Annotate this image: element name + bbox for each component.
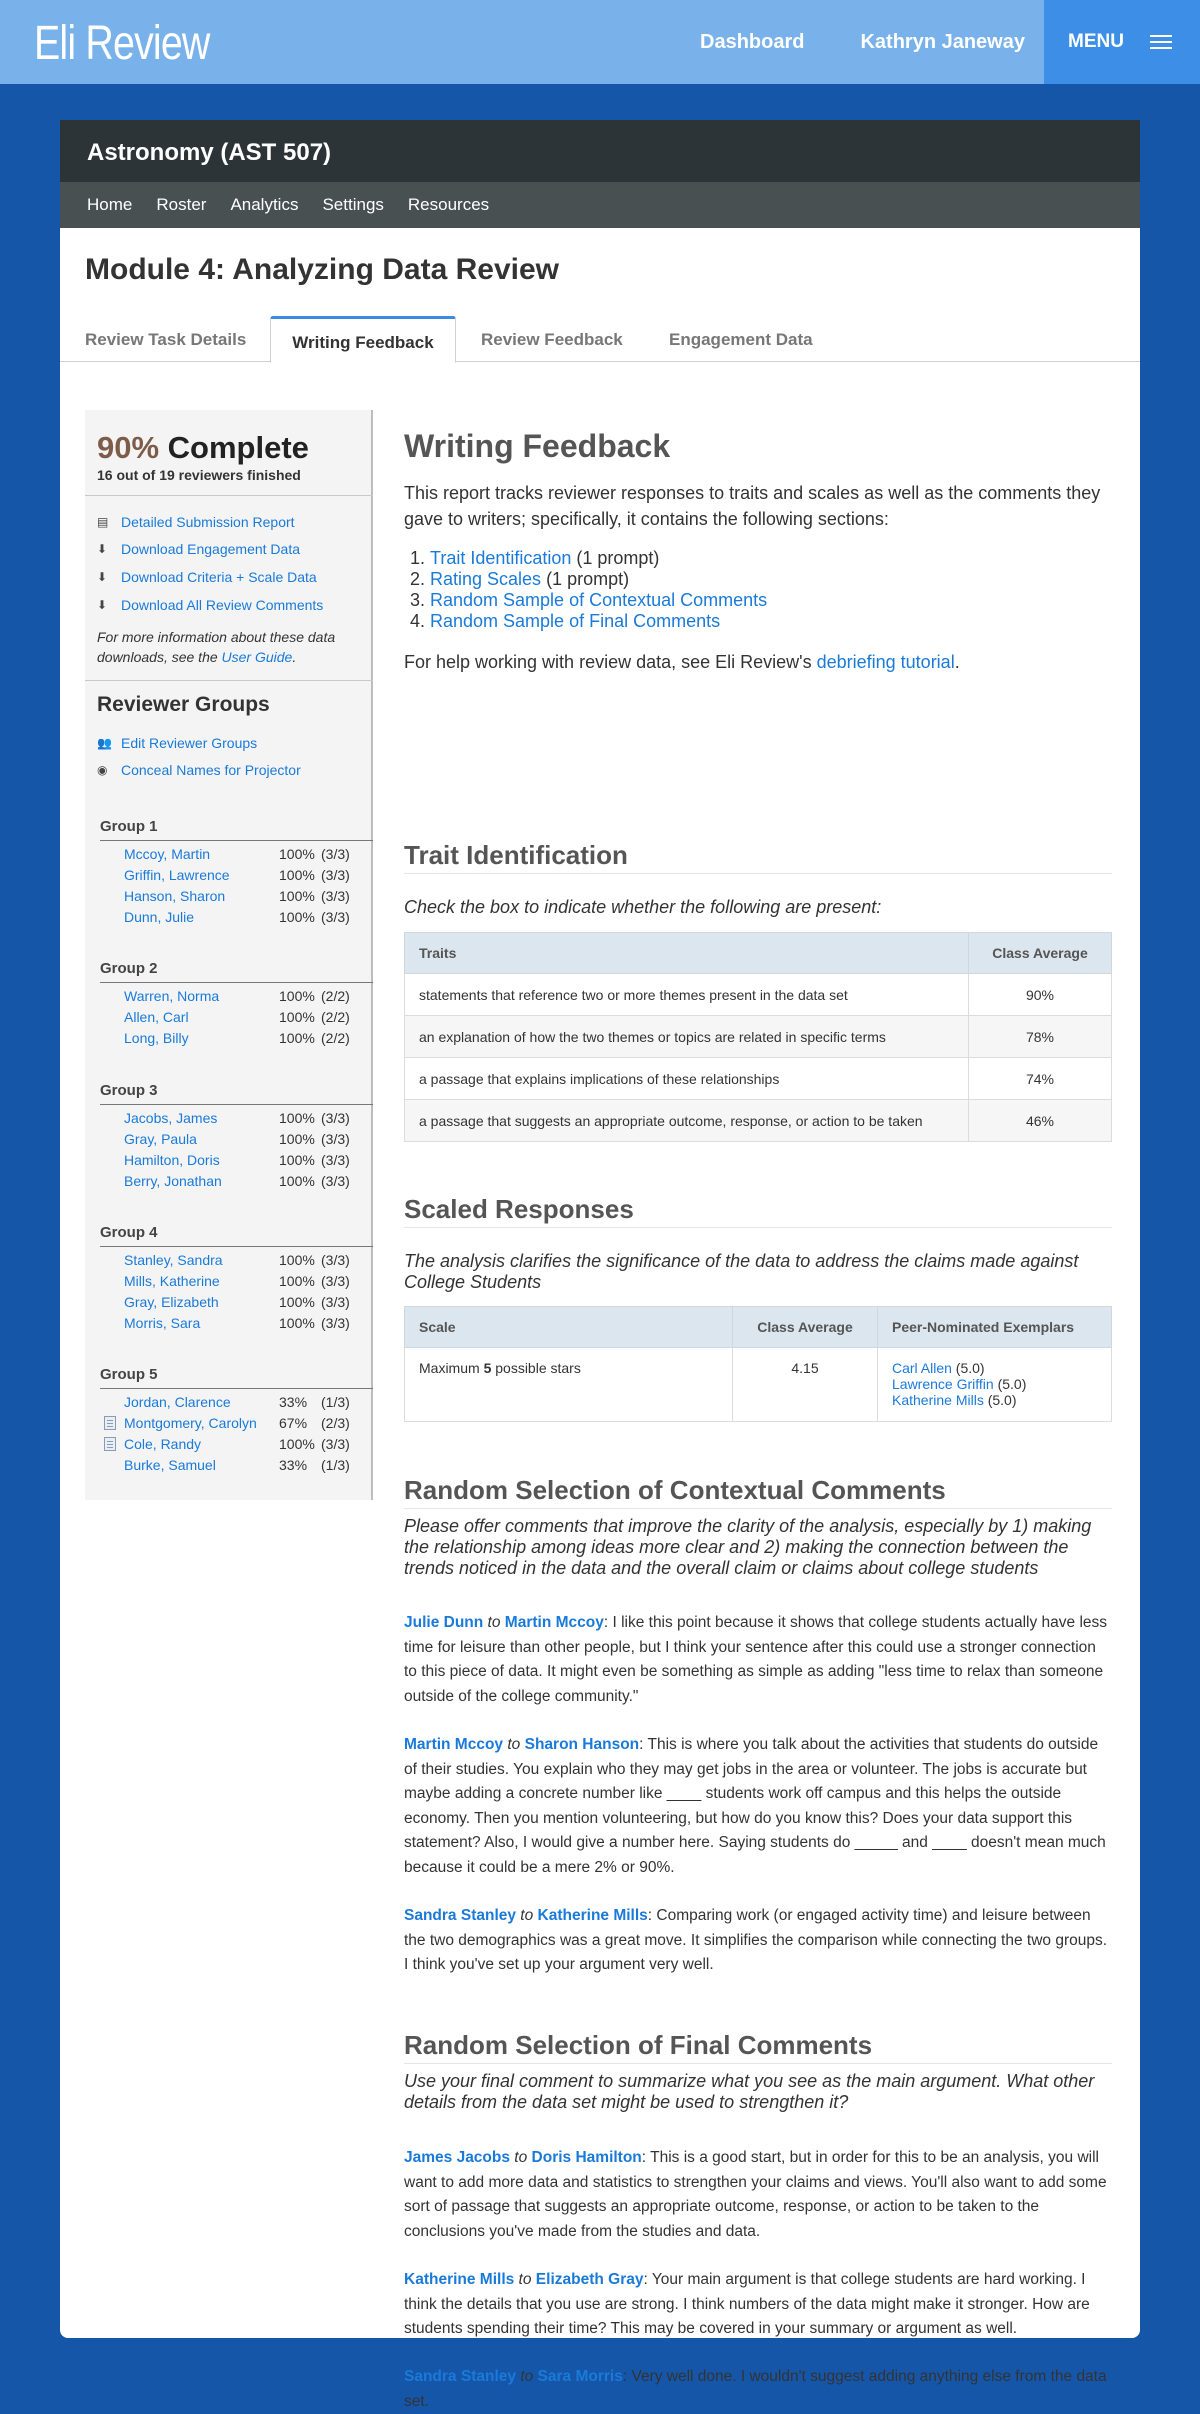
list-item[interactable] xyxy=(124,1394,364,1414)
reviewer-name-link[interactable]: Warren, Norma xyxy=(124,988,220,1004)
list-item[interactable] xyxy=(124,867,364,887)
comment-author-link[interactable]: James Jacobs xyxy=(404,2149,510,2166)
reviewer-percent: 100% xyxy=(279,1315,315,1331)
traits-header: Traits xyxy=(405,933,969,974)
reviewer-count: (3/3) xyxy=(321,1131,350,1147)
reviewer-percent: 100% xyxy=(279,1294,315,1310)
reviewer-name-link[interactable]: Jacobs, James xyxy=(124,1110,218,1126)
document-icon xyxy=(104,1416,116,1430)
list-item[interactable] xyxy=(124,1273,364,1293)
download-icon: ⬇ xyxy=(97,570,108,584)
trait-cell: statements that reference two or more themes present in the data set xyxy=(405,974,969,1016)
page-title: Module 4: Analyzing Data Review xyxy=(85,253,559,286)
course-nav xyxy=(60,182,1140,228)
list-item[interactable] xyxy=(124,1294,364,1314)
comment-text: : This is where you talk about the activities that students do outside of their studies. You explain who they may get jobs in the area or volunteer. The jobs is accurate but maybe adding a concrete number like ____ students work off campus and this helps the outside economy. Then you mention volunteering, but how do you know this? Does your data support this statement? Also, I would give a number here. Saying students do _____ and ____ doesn't mean much because it could be a mere 2% or 90%. xyxy=(404,1736,1106,1876)
download-note xyxy=(97,627,359,667)
reviewer-count: (2/2) xyxy=(321,1009,350,1025)
reviewer-name-link[interactable]: Long, Billy xyxy=(124,1030,189,1046)
reviewer-percent: 100% xyxy=(279,1131,315,1147)
reviewer-count: (1/3) xyxy=(321,1394,350,1410)
reviewer-percent: 33% xyxy=(279,1457,308,1473)
table-row xyxy=(405,1348,1112,1422)
comment-text: : This is a good start, but in order for this to be an analysis, you will want to add more data and statistics to strengthen your claims and views. You'll also want to add some sort of passage that suggests an appropriate outcome, response, or action to be taken to the conclusions you've made from the studies and data. xyxy=(404,2149,1107,2240)
list-item[interactable] xyxy=(124,1252,364,1272)
trait-cell: a passage that explains implications of these relationships xyxy=(405,1058,969,1100)
contextual-comments-title: Random Selection of Contextual Comments xyxy=(404,1475,1112,1509)
scale-prefix: Maximum xyxy=(419,1360,484,1376)
reviewer-name-link[interactable]: Dunn, Julie xyxy=(124,909,195,925)
intro-text: This report tracks reviewer responses to traits and scales as well as the comments they gave to writers; specifically, it contains the following sections: xyxy=(404,483,1101,529)
course-nav-settings[interactable]: Settings xyxy=(322,195,384,214)
detailed-report-link[interactable] xyxy=(97,514,295,530)
reviewer-count: (2/2) xyxy=(321,988,350,1004)
reviewer-name-link[interactable]: Stanley, Sandra xyxy=(124,1252,223,1268)
dashboard-link[interactable]: Dashboard xyxy=(700,30,805,53)
reviewer-name-link[interactable]: Mccoy, Martin xyxy=(124,846,211,862)
exemplar-link[interactable]: Katherine Mills xyxy=(892,1392,984,1408)
comment-text: : I like this point because it shows that college students actually have less time for leisure than other people, but I think your sentence after this could use a stronger connection to this piece of data. It might even be something as simple as adding "less time to relax than someone outside of the college community." xyxy=(404,1614,1108,1705)
reviewer-percent: 100% xyxy=(279,867,315,883)
group-title: Group 4 xyxy=(100,1224,158,1241)
table-row xyxy=(405,1058,1112,1100)
edit-groups-label[interactable]: Edit Reviewer Groups xyxy=(121,735,258,751)
list-item[interactable] xyxy=(124,1415,364,1435)
exemplar-item xyxy=(892,1376,1097,1392)
reviewer-count: (3/3) xyxy=(321,867,350,883)
list-item[interactable] xyxy=(124,1009,364,1029)
list-item[interactable] xyxy=(124,1173,364,1193)
comment-author-link[interactable]: Sandra Stanley xyxy=(404,1907,516,1924)
reviewers-finished: 16 out of 19 reviewers finished xyxy=(97,467,301,483)
tab-review-task-details[interactable]: Review Task Details xyxy=(85,330,247,349)
edit-groups-link[interactable] xyxy=(97,735,257,751)
scale-suffix: possible stars xyxy=(491,1360,581,1376)
reviewer-percent: 100% xyxy=(279,846,315,862)
trait-average-cell: 78% xyxy=(969,1016,1112,1058)
download-icon: ⬇ xyxy=(97,542,108,556)
help-suffix: . xyxy=(954,652,960,672)
reviewer-name-link[interactable]: Berry, Jonathan xyxy=(124,1173,222,1189)
toc-suffix: (1 prompt) xyxy=(541,569,630,589)
toc-trait-link[interactable]: Trait Identification xyxy=(430,548,572,568)
reviewer-count: (2/2) xyxy=(321,1030,350,1046)
reviewer-name-link[interactable]: Montgomery, Carolyn xyxy=(124,1415,257,1431)
course-nav-resources[interactable]: Resources xyxy=(407,195,490,214)
toc-item: 2. Rating Scales (1 prompt) xyxy=(410,569,630,589)
group-divider xyxy=(100,1104,373,1105)
comment-item xyxy=(404,2365,1112,2414)
download-criteria-label[interactable]: Download Criteria + Scale Data xyxy=(121,569,317,585)
reviewer-count: (3/3) xyxy=(321,909,350,925)
conceal-names-label[interactable]: Conceal Names for Projector xyxy=(121,762,301,778)
list-item[interactable] xyxy=(124,1030,364,1050)
reviewer-count: (3/3) xyxy=(321,1173,350,1189)
to-word: to xyxy=(516,2368,538,2385)
comment-recipient-link[interactable]: Sharon Hanson xyxy=(524,1736,640,1753)
exemplar-item xyxy=(892,1360,1097,1376)
comment-text: : Your main argument is that college students are hard working. I think the details that you use are strong. I think numbers of the data might make it stronger. How are students spending their time? This may be covered in your summary or argument as well. xyxy=(404,2271,1090,2337)
conceal-names-link[interactable] xyxy=(97,762,301,778)
group-divider xyxy=(100,1388,373,1389)
group-title: Group 2 xyxy=(100,960,158,977)
group-divider xyxy=(100,982,373,983)
comment-author-link[interactable]: Sandra Stanley xyxy=(404,2368,516,2385)
note-text: For more information about these data downloads, see the xyxy=(97,629,336,665)
reviewer-name-link[interactable]: Hanson, Sharon xyxy=(124,888,226,904)
scale-cell xyxy=(405,1348,733,1422)
reviewer-percent: 100% xyxy=(279,1436,315,1452)
reviewer-count: (2/3) xyxy=(321,1415,350,1431)
scale-max: 5 xyxy=(483,1360,492,1376)
list-item[interactable] xyxy=(124,988,364,1008)
reviewer-count: (3/3) xyxy=(321,1110,350,1126)
reviewer-count: (3/3) xyxy=(321,1315,350,1331)
group-title: Group 3 xyxy=(100,1082,158,1099)
reviewer-name-link[interactable]: Allen, Carl xyxy=(124,1009,189,1025)
reviewer-count: (3/3) xyxy=(321,1436,350,1452)
tab-bar xyxy=(60,310,1140,362)
exemplars-header: Peer-Nominated Exemplars xyxy=(878,1307,1112,1348)
trait-average-cell: 46% xyxy=(969,1100,1112,1142)
exemplar-item xyxy=(892,1392,1097,1408)
scale-average-cell: 4.15 xyxy=(733,1348,878,1422)
comment-recipient-link[interactable]: Elizabeth Gray xyxy=(535,2271,644,2288)
to-word: to xyxy=(514,2271,536,2288)
reviewer-percent: 100% xyxy=(279,1273,315,1289)
list-item[interactable] xyxy=(124,888,364,908)
users-icon: 👥 xyxy=(97,736,112,750)
toc-final-link[interactable]: Random Sample of Final Comments xyxy=(430,611,721,631)
reviewer-name-link[interactable]: Hamilton, Doris xyxy=(124,1152,220,1168)
reviewer-percent: 100% xyxy=(279,1030,315,1046)
to-word: to xyxy=(483,1614,505,1631)
course-nav-analytics[interactable]: Analytics xyxy=(230,195,299,214)
hamburger-icon xyxy=(1150,31,1172,53)
completion-heading xyxy=(97,430,309,466)
reviewer-percent: 67% xyxy=(279,1415,308,1431)
reviewer-count: (3/3) xyxy=(321,1294,350,1310)
reviewer-groups-title: Reviewer Groups xyxy=(97,693,270,716)
scale-average-header: Class Average xyxy=(733,1307,878,1348)
to-word: to xyxy=(510,2149,532,2166)
comment-item xyxy=(404,1904,1112,1978)
eli-review-logo[interactable]: Eli Review xyxy=(34,17,210,70)
reviewer-name-link[interactable]: Gray, Elizabeth xyxy=(124,1294,219,1310)
exemplars-cell xyxy=(878,1348,1112,1422)
download-comments-label[interactable]: Download All Review Comments xyxy=(121,597,324,613)
report-icon: ▤ xyxy=(97,515,109,529)
comment-recipient-link[interactable]: Katherine Mills xyxy=(537,1907,648,1924)
group-title: Group 5 xyxy=(100,1366,158,1383)
list-item[interactable] xyxy=(124,846,364,866)
reviewer-percent: 100% xyxy=(279,988,315,1004)
comment-item xyxy=(404,2146,1112,2244)
list-item[interactable] xyxy=(124,1131,364,1151)
table-row xyxy=(405,974,1112,1016)
group-divider xyxy=(100,840,373,841)
note-text: . xyxy=(292,649,297,665)
exemplar-link[interactable]: Lawrence Griffin xyxy=(892,1376,994,1392)
trait-prompt: Check the box to indicate whether the following are present: xyxy=(404,897,882,917)
reviewer-percent: 100% xyxy=(279,1152,315,1168)
list-item[interactable] xyxy=(124,1110,364,1130)
list-item[interactable] xyxy=(124,1152,364,1172)
comment-author-link[interactable]: Julie Dunn xyxy=(404,1614,484,1631)
final-comments-title: Random Selection of Final Comments xyxy=(404,2030,1112,2064)
comment-text: : Very well done. I wouldn't suggest adding anything else from the data set. xyxy=(404,2368,1107,2410)
to-word: to xyxy=(516,1907,538,1924)
list-item[interactable] xyxy=(124,1436,364,1456)
menu-button[interactable] xyxy=(1044,0,1200,84)
to-word: to xyxy=(503,1736,525,1753)
reviewer-name-link[interactable]: Morris, Sara xyxy=(124,1315,201,1331)
reviewer-count: (3/3) xyxy=(321,1273,350,1289)
class-average-header: Class Average xyxy=(969,933,1112,974)
reviewer-percent: 33% xyxy=(279,1394,308,1410)
course-title: Astronomy (AST 507) xyxy=(60,120,1140,182)
comment-item xyxy=(404,1611,1112,1709)
reviewer-name-link[interactable]: Mills, Katherine xyxy=(124,1273,220,1289)
tab-review-feedback[interactable]: Review Feedback xyxy=(481,330,623,349)
download-icon: ⬇ xyxy=(97,598,108,612)
section-title: Writing Feedback xyxy=(404,428,671,464)
sidebar xyxy=(85,410,373,1500)
exemplar-link[interactable]: Carl Allen xyxy=(892,1360,952,1376)
comment-item xyxy=(404,2268,1112,2342)
scaled-responses-title: Scaled Responses xyxy=(404,1194,1112,1228)
toc-rating-link[interactable]: Rating Scales xyxy=(430,569,542,589)
comment-author-link[interactable]: Katherine Mills xyxy=(404,2271,515,2288)
exemplar-score: (5.0) xyxy=(983,1392,1017,1408)
trait-average-cell: 90% xyxy=(969,974,1112,1016)
reviewer-name-link[interactable]: Griffin, Lawrence xyxy=(124,867,230,883)
table-header-row xyxy=(405,1307,1112,1348)
toc-item: 4. Random Sample of Final Comments xyxy=(410,611,721,631)
tab-engagement-data[interactable]: Engagement Data xyxy=(669,330,813,349)
divider xyxy=(85,495,373,496)
tab-writing-feedback[interactable]: Writing Feedback xyxy=(270,316,456,363)
download-comments-link[interactable] xyxy=(97,597,323,613)
download-engagement-link[interactable] xyxy=(97,541,300,557)
reviewer-count: (3/3) xyxy=(321,846,350,862)
comment-recipient-link[interactable]: Doris Hamilton xyxy=(531,2149,642,2166)
divider xyxy=(85,680,373,681)
group-title: Group 1 xyxy=(100,818,158,835)
document-icon xyxy=(104,1437,116,1451)
reviewer-count: (3/3) xyxy=(321,1252,350,1268)
top-nav xyxy=(700,0,1081,84)
help-text xyxy=(404,652,960,673)
debriefing-tutorial-link[interactable]: debriefing tutorial xyxy=(816,652,955,672)
comment-recipient-link[interactable]: Sara Morris xyxy=(537,2368,623,2385)
download-engagement-label[interactable]: Download Engagement Data xyxy=(121,541,301,557)
reviewer-count: (1/3) xyxy=(321,1457,350,1473)
eye-slash-icon: ◉ xyxy=(97,763,108,777)
completion-percent: 90% xyxy=(97,430,160,465)
scale-header: Scale xyxy=(405,1307,733,1348)
comment-text: : Comparing work (or engaged activity time) and leisure between the two demographics was a great move. It simplifies the comparison while connecting the two groups. I think you've set up your argument very well. xyxy=(404,1907,1108,1973)
scale-table xyxy=(404,1306,1112,1422)
comment-recipient-link[interactable]: Martin Mccoy xyxy=(504,1614,604,1631)
contextual-prompt: Please offer comments that improve the clarity of the analysis, especially by 1) making the relationship among ideas more clear and 2) making the connection between the trends noticed in the data and the overall claim or claims about college students xyxy=(404,1516,1092,1578)
group-divider xyxy=(100,1246,373,1247)
table-row xyxy=(405,1016,1112,1058)
trait-identification-title: Trait Identification xyxy=(404,840,1112,874)
table-row xyxy=(405,1100,1112,1142)
top-bar xyxy=(0,0,1200,84)
reviewer-name-link[interactable]: Gray, Paula xyxy=(124,1131,197,1147)
reviewer-count: (3/3) xyxy=(321,888,350,904)
final-prompt: Use your final comment to summarize what you see as the main argument. What other details from the data set might be used to strengthen it? xyxy=(404,2071,1095,2112)
user-menu-link[interactable]: Kathryn Janeway xyxy=(860,30,1025,53)
reviewer-percent: 100% xyxy=(279,1252,315,1268)
comment-item xyxy=(404,1733,1112,1880)
exemplar-score: (5.0) xyxy=(993,1376,1027,1392)
exemplar-score: (5.0) xyxy=(951,1360,985,1376)
reviewer-percent: 100% xyxy=(279,1110,315,1126)
help-prefix: For help working with review data, see Eli Review's xyxy=(404,652,817,672)
reviewer-count: (3/3) xyxy=(321,1152,350,1168)
course-card xyxy=(60,120,1140,2410)
list-item[interactable] xyxy=(124,909,364,929)
completion-word: Complete xyxy=(167,430,309,465)
comment-author-link[interactable]: Martin Mccoy xyxy=(404,1736,504,1753)
detailed-report-label[interactable]: Detailed Submission Report xyxy=(121,514,295,530)
list-item[interactable] xyxy=(124,1457,364,1477)
toc-contextual-link[interactable]: Random Sample of Contextual Comments xyxy=(430,590,768,610)
table-header-row xyxy=(405,933,1112,974)
reviewer-percent: 100% xyxy=(279,909,315,925)
reviewer-name-link[interactable]: Burke, Samuel xyxy=(124,1457,216,1473)
user-guide-link[interactable]: User Guide xyxy=(221,649,293,665)
reviewer-name-link[interactable]: Cole, Randy xyxy=(124,1436,202,1452)
course-nav-home[interactable]: Home xyxy=(87,195,133,214)
reviewer-percent: 100% xyxy=(279,888,315,904)
trait-cell: an explanation of how the two themes or topics are related in specific terms xyxy=(405,1016,969,1058)
toc-item: 1. Trait Identification (1 prompt) xyxy=(410,548,660,568)
toc-suffix: (1 prompt) xyxy=(571,548,660,568)
reviewer-percent: 100% xyxy=(279,1009,315,1025)
table-of-contents xyxy=(410,548,768,632)
scaled-prompt: The analysis clarifies the significance of the data to address the claims made against College Students xyxy=(404,1251,1079,1292)
reviewer-percent: 100% xyxy=(279,1173,315,1189)
list-item[interactable] xyxy=(124,1315,364,1335)
traits-table xyxy=(404,932,1112,1142)
trait-cell: a passage that suggests an appropriate outcome, response, or action to be taken xyxy=(405,1100,969,1142)
toc-item: 3. Random Sample of Contextual Comments xyxy=(410,590,768,610)
trait-average-cell: 74% xyxy=(969,1058,1112,1100)
reviewer-name-link[interactable]: Jordan, Clarence xyxy=(124,1394,231,1410)
download-criteria-link[interactable] xyxy=(97,569,317,585)
menu-label: MENU xyxy=(1068,31,1124,52)
course-nav-roster[interactable]: Roster xyxy=(156,195,207,214)
